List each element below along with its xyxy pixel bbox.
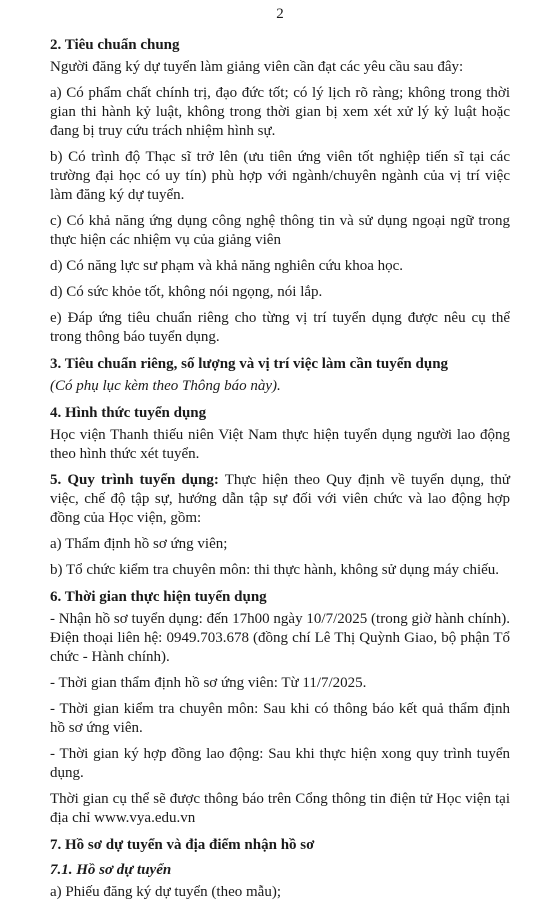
section-5-body: Thực hiện theo Quy định về tuyển dụng, thử việc, chế độ tập sự, hướng dẫn tập sự đối với viên chức và lao động hợp đồng của Học viện, gồm: [50, 472, 510, 526]
section-4-heading: 4. Hình thức tuyển dụng [50, 405, 207, 421]
section-5-heading: 5. Quy trình tuyển dụng: [50, 472, 219, 488]
section-6-item-4: - Thời gian ký hợp đồng lao động: Sau khi thực hiện xong quy trình tuyển dụng. [50, 746, 510, 781]
section-2-item-d1: d) Có năng lực sư phạm và khả năng nghiên cứu khoa học. [50, 258, 404, 274]
section-6-item-2: - Thời gian thẩm định hồ sơ ứng viên: Từ 11/7/2025. [50, 675, 367, 691]
section-2-intro: Người đăng ký dự tuyển làm giảng viên cần đạt các yêu cầu sau đây: [50, 59, 464, 75]
section-3-heading: 3. Tiêu chuẩn riêng, số lượng và vị trí việc làm cần tuyển dụng [50, 356, 449, 372]
section-6-item-3: - Thời gian kiểm tra chuyên môn: Sau khi có thông báo kết quả thẩm định hồ sơ ứng viên. [50, 701, 510, 736]
section-5-paragraph [50, 471, 510, 528]
section-3-note: (Có phụ lục kèm theo Thông báo này). [50, 378, 281, 394]
section-7-item-a: a) Phiếu đăng ký dự tuyển (theo mẫu); [50, 884, 281, 900]
section-2-item-d2: d) Có sức khỏe tốt, không nói ngọng, nói lắp. [50, 284, 323, 300]
section-6-heading: 6. Thời gian thực hiện tuyển dụng [50, 589, 267, 605]
section-6-item-5: Thời gian cụ thể sẽ được thông báo trên Cổng thông tin điện tử Học viện tại địa chỉ www.vya.edu.vn [50, 791, 510, 826]
section-7-1-heading: 7.1. Hồ sơ dự tuyển [50, 862, 172, 878]
section-2-heading: 2. Tiêu chuẩn chung [50, 37, 180, 53]
section-2-item-b: b) Có trình độ Thạc sĩ trở lên (ưu tiên ứng viên tốt nghiệp tiến sĩ tại các trường đại học có uy tín) phù hợp với ngành/chuyên ngành của vị trí việc làm đăng ký dự tuyển. [50, 149, 510, 203]
section-2-item-a: a) Có phẩm chất chính trị, đạo đức tốt; có lý lịch rõ ràng; không trong thời gian thi hành kỷ luật, không trong thời gian bị xem xét xử lý kỷ luật hoặc đang bị truy cứu trách nhiệm hình sự. [50, 85, 510, 139]
section-2-item-e: e) Đáp ứng tiêu chuẩn riêng cho từng vị trí tuyển dụng được nêu cụ thể trong thông báo tuyển dụng. [50, 310, 510, 345]
section-4-body: Học viện Thanh thiếu niên Việt Nam thực hiện tuyển dụng người lao động theo hình thức xét tuyển. [50, 427, 510, 462]
section-7-heading: 7. Hồ sơ dự tuyển và địa điểm nhận hồ sơ [50, 837, 315, 853]
section-6-item-1: - Nhận hồ sơ tuyển dụng: đến 17h00 ngày 10/7/2025 (trong giờ hành chính). Điện thoại liên hệ: 0949.703.678 (đồng chí Lê Thị Quỳnh Giao, bộ phận Tổ chức - Hành chính). [50, 611, 510, 665]
section-5-item-a: a) Thẩm định hồ sơ ứng viên; [50, 536, 228, 552]
section-5-item-b: b) Tổ chức kiểm tra chuyên môn: thi thực hành, không sử dụng máy chiếu. [50, 562, 500, 578]
section-2-item-c: c) Có khả năng ứng dụng công nghệ thông tin và sử dụng ngoại ngữ trong thực hiện các nhiệm vụ của giảng viên [50, 213, 510, 248]
page-number: 2 [276, 6, 284, 22]
